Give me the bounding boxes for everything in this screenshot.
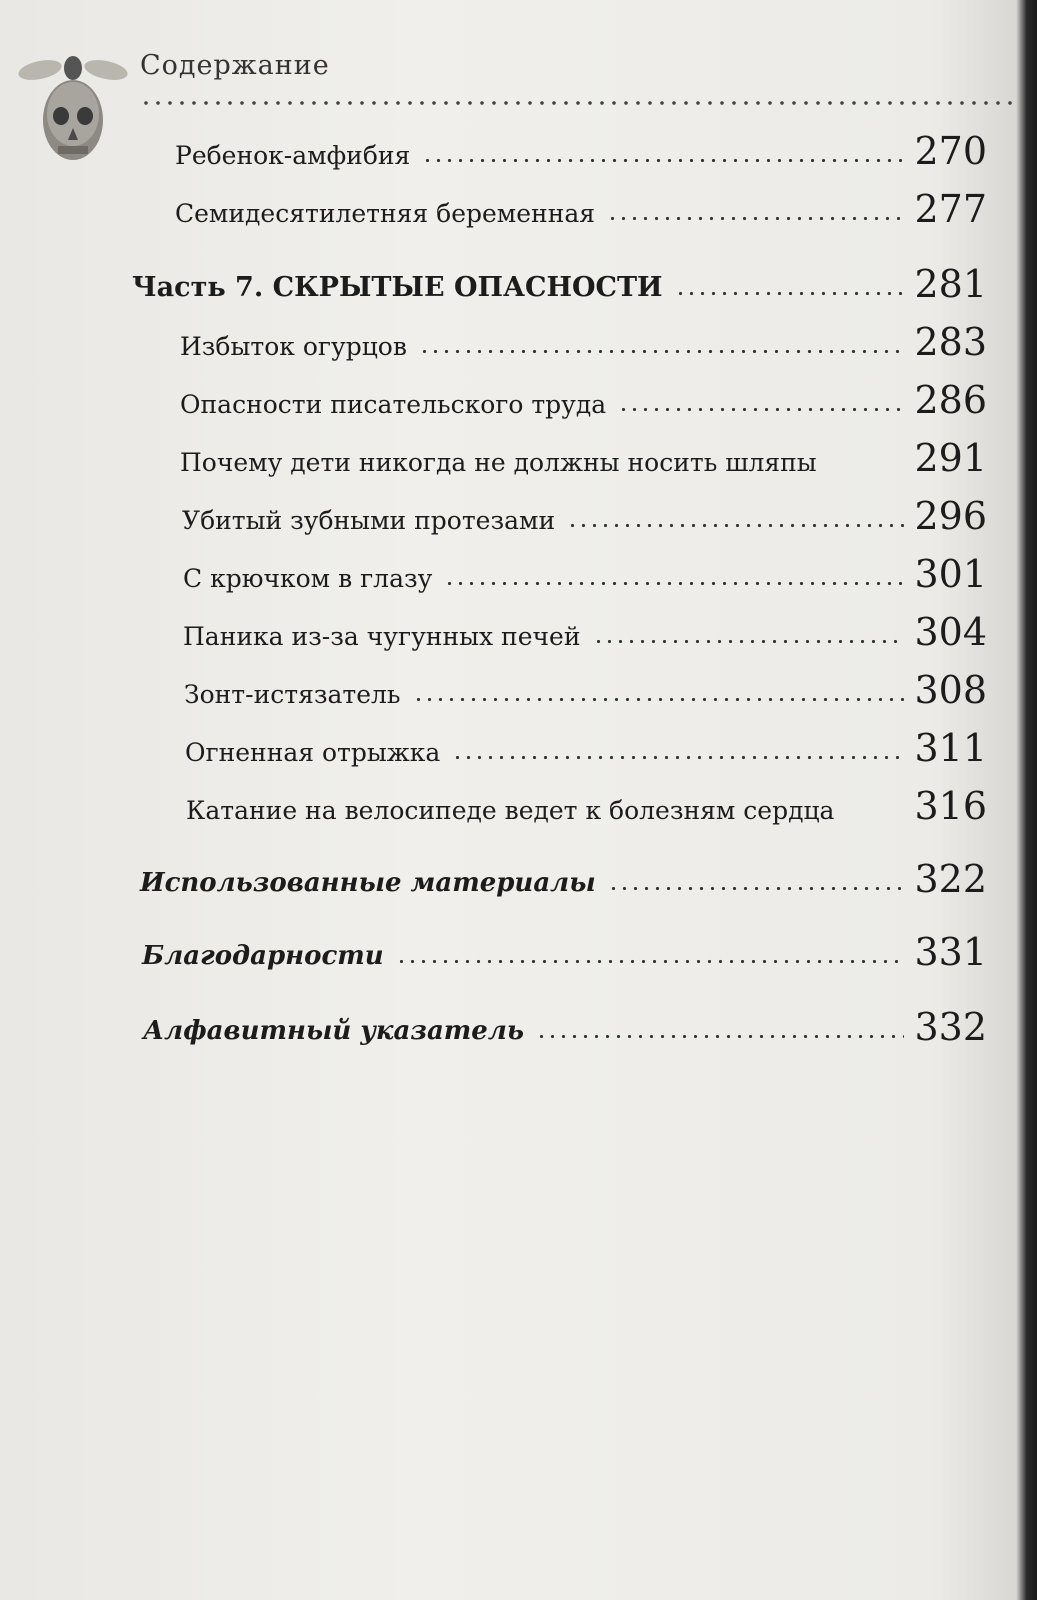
toc-entry-page: 304: [914, 610, 987, 654]
toc-entry[interactable]: [175, 129, 987, 173]
toc-entry[interactable]: [183, 552, 987, 596]
toc-entry-title: Зонт-истязатель: [184, 680, 401, 709]
dot-leader: [536, 1034, 904, 1039]
toc-entry-title: Опасности писательского труда: [180, 390, 607, 419]
toc-entry[interactable]: [183, 610, 987, 654]
toc-entry-page: 283: [914, 320, 987, 364]
toc-back-matter-entry[interactable]: [143, 1005, 987, 1049]
toc-back-matter-entry[interactable]: [140, 857, 987, 901]
toc-back-matter-entry[interactable]: [142, 930, 987, 974]
toc-entry-title: Алфавитный указатель: [143, 1016, 525, 1046]
dot-leader: [396, 959, 905, 964]
toc-entry-page: 301: [914, 552, 987, 596]
dot-leader: [452, 755, 904, 760]
dot-leader: [444, 581, 904, 586]
toc-entry[interactable]: [182, 494, 987, 538]
toc-entry-title: Благодарности: [142, 941, 384, 971]
toc-entry-page: 311: [914, 726, 987, 770]
toc-entry[interactable]: [186, 784, 987, 828]
toc-entry-title: Семидесятилетняя беременная: [175, 199, 596, 228]
dot-leader: [567, 523, 904, 528]
toc-entry-title: Убитый зубными протезами: [182, 506, 556, 535]
toc-entry-title: Избыток огурцов: [180, 332, 407, 361]
toc-entry-title: С крючком в глазу: [183, 564, 433, 593]
toc-part-heading[interactable]: [132, 262, 987, 306]
toc-entry-title: Использованные материалы: [140, 868, 596, 898]
toc-entry-page: 331: [914, 930, 987, 974]
toc-entry[interactable]: [185, 726, 987, 770]
toc-entry-page: 308: [914, 668, 987, 712]
toc-entry-title: Ребенок-амфибия: [175, 141, 411, 170]
dot-leader: [607, 216, 904, 221]
dot-leader: [593, 639, 905, 644]
skull-emblem-icon: [18, 28, 128, 178]
toc-entry[interactable]: [180, 320, 987, 364]
toc-entry-title: Огненная отрыжка: [185, 738, 441, 767]
dot-leader: [419, 349, 905, 354]
toc-entry-title: Паника из-за чугунных печей: [183, 622, 581, 651]
toc-entry-title: Почему дети никогда не должны носить шляпы: [180, 448, 817, 477]
toc-entry-page: 296: [914, 494, 987, 538]
header-dotted-rule: [140, 100, 1020, 106]
toc-entry[interactable]: [175, 187, 987, 231]
running-header-title: Содержание: [140, 50, 330, 81]
dot-leader: [422, 158, 904, 163]
toc-entry[interactable]: [184, 668, 987, 712]
toc-entry-page: 277: [914, 187, 987, 231]
dot-leader: [608, 886, 905, 891]
toc-entry[interactable]: [180, 436, 987, 480]
dot-leader: [413, 697, 905, 702]
toc-entry-page: 281: [914, 262, 987, 306]
dot-leader: [675, 291, 905, 296]
toc-entry-title: Часть 7. СКРЫТЫЕ ОПАСНОСТИ: [132, 272, 663, 303]
toc-entry-page: 316: [914, 784, 987, 828]
toc-entry-page: 332: [914, 1005, 987, 1049]
toc-entry-page: 286: [914, 378, 987, 422]
toc-entry-page: 322: [914, 857, 987, 901]
toc-entry-page: 291: [914, 436, 987, 480]
toc-entry-title: Катание на велосипеде ведет к болезням сердца: [186, 796, 835, 825]
toc-entry[interactable]: [180, 378, 987, 422]
dot-leader: [618, 407, 904, 412]
toc-entry-page: 270: [914, 129, 987, 173]
